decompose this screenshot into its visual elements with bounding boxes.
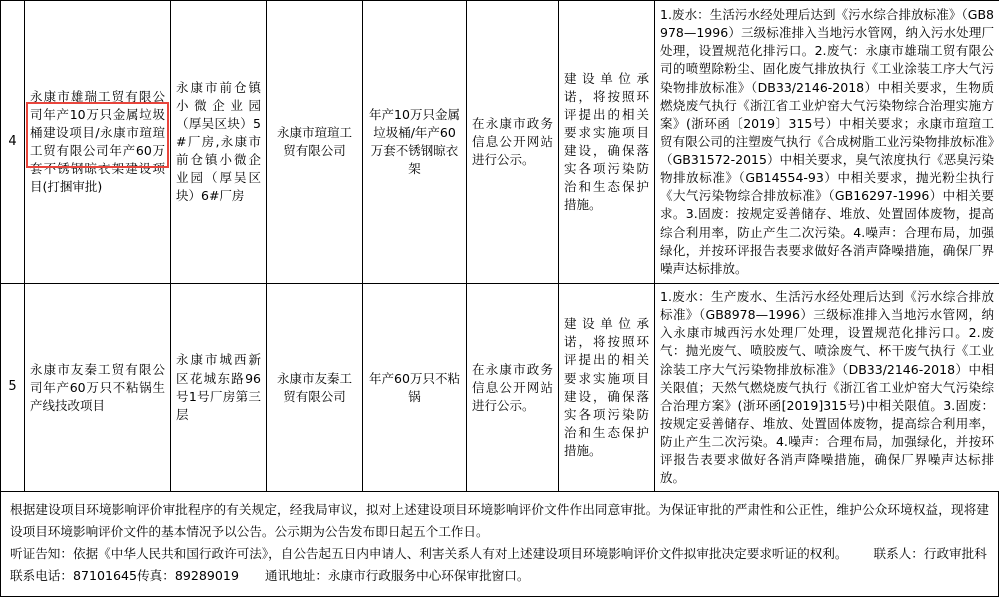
footer-paragraph-approval: 根据建设项目环境影响评价审批程序的有关规定，经我局审议，拟对上述建设项目环境影响评价文件作出同意审批。为保证审批的严肃性和公正性，维护公众环境权益，现将建设项目环境影响评价文件的基本情况予以公告。公示期为公告发布即日起五个工作日。 xyxy=(10,499,989,543)
table-row xyxy=(1,1,999,284)
footer-paragraph-contact xyxy=(10,565,989,587)
construction-unit: 永康市友秦工贸有限公司 xyxy=(267,284,363,492)
project-scale: 年产10万只金属垃圾桶/年产60万套不锈钢晾衣架 xyxy=(363,1,467,284)
hearing-text: 依据《中华人民共和国行政许可法》，自公告起五日内申请人、利害关系人有对上述建设项目环境影响评价文件拟审批决定要求听证的权利。 xyxy=(73,546,848,561)
phone-number: 87101645 xyxy=(73,568,137,583)
table-row xyxy=(1,284,999,492)
project-name-cell xyxy=(25,284,171,492)
contact-person: 联系人：行政审批科 xyxy=(873,546,986,561)
mail-label: 通讯地址： xyxy=(265,568,328,583)
project-name-text: 永康市雄瑞工贸有限公司年产10万只金属垃圾桶建设项目/永康市瑄瑄工贸有限公司年产60万套不锈钢晾衣架建设项目(打捆审批) xyxy=(30,89,165,195)
footer-paragraph-hearing xyxy=(10,543,989,565)
project-name-cell xyxy=(25,1,171,284)
hearing-label: 听证告知： xyxy=(10,546,73,561)
fax-number: 89289019 xyxy=(175,568,239,583)
project-address: 永康市城西新区花城东路96号1号厂房第三层 xyxy=(171,284,267,492)
protection-measures: 建设单位承诺，将按照环评提出的相关要求实施项目建设，确保落实各项污染防治和生态保护措施。 xyxy=(559,1,655,284)
project-scale: 年产60万只不粘锅 xyxy=(363,284,467,492)
phone-label: 联系电话： xyxy=(10,568,73,583)
project-name-text: 永康市友秦工贸有限公司年产60万只不粘锅生产线技改项目 xyxy=(30,362,165,413)
row-index: 4 xyxy=(1,1,25,284)
fax-label: 传真： xyxy=(137,568,175,583)
project-address: 永康市前仓镇小微企业园（厚吴区块）5#厂房,永康市前仓镇小微企业园（厚吴区块）6#厂房 xyxy=(171,1,267,284)
publicity-method: 在永康市政务信息公开网站进行公示。 xyxy=(467,1,559,284)
environmental-review: 1.废水：生产废水、生活污水经处理后达到《污水综合排放标准》（GB8978—1996）三级标准排入当地污水管网，纳入永康市城西污水处理厂处理，设置规范化排污口。2.废气：抛光废气、喷胶废气、喷涂废气、杯干废气执行《工业涂装工序大气污染物排放标准》（DB33/2146-2018）中相关限值；天然气燃烧废气执行《浙江省工业炉窑大气污染综合治理方案》(浙环函[2019]315号)中相关限值。3.固废：按规定妥善储存、堆放、处置固体废物，提高综合利用率，防止产生二次污染。4.噪声：合理布局，加强绿化，并按环评报告表要求做好各消声降噪措施，确保厂界噪声达标排放。 xyxy=(655,284,999,492)
footer-notice xyxy=(0,492,999,596)
row-index: 5 xyxy=(1,284,25,492)
protection-measures: 建设单位承诺，将按照环评提出的相关要求实施项目建设，确保落实各项污染防治和生态保护措施。 xyxy=(559,284,655,492)
construction-unit: 永康市瑄瑄工贸有限公司 xyxy=(267,1,363,284)
environmental-review: 1.废水：生活污水经处理后达到《污水综合排放标准》（GB8978—1996）三级标准排入当地污水管网，纳入污水处理厂处理，设置规范化排污口。2.废气：永康市雄瑞工贸有限公司的喷塑除粉尘、固化废气排放执行《工业涂装工序大气污染物排放标准》（DB33/2146-2018）中相关要求，生物质燃烧废气执行《浙江省工业炉窑大气污染物综合治理实施方案》(浙环函〔2019〕315号）中相关要求；永康市瑄瑄工贸有限公司的注塑废气执行《合成树脂工业污染物排放标准》（GB31572-2015）中相关要求，臭气浓度执行《恶臭污染物排放标准》（GB14554-93）中相关要求，抛光粉尘执行《大气污染物综合排放标准》（GB16297-1996）中相关要求。3.固废：按规定妥善储存、堆放、处置固体废物，提高综合利用率，防止产生二次污染。4.噪声：合理布局，加强绿化，并按环评报告表要求做好各消声降噪措施，确保厂界噪声达标排放。 xyxy=(655,1,999,284)
publicity-method: 在永康市政务信息公开网站进行公示。 xyxy=(467,284,559,492)
mail-address: 永康市行政服务中心环保审批窗口。 xyxy=(328,568,530,583)
